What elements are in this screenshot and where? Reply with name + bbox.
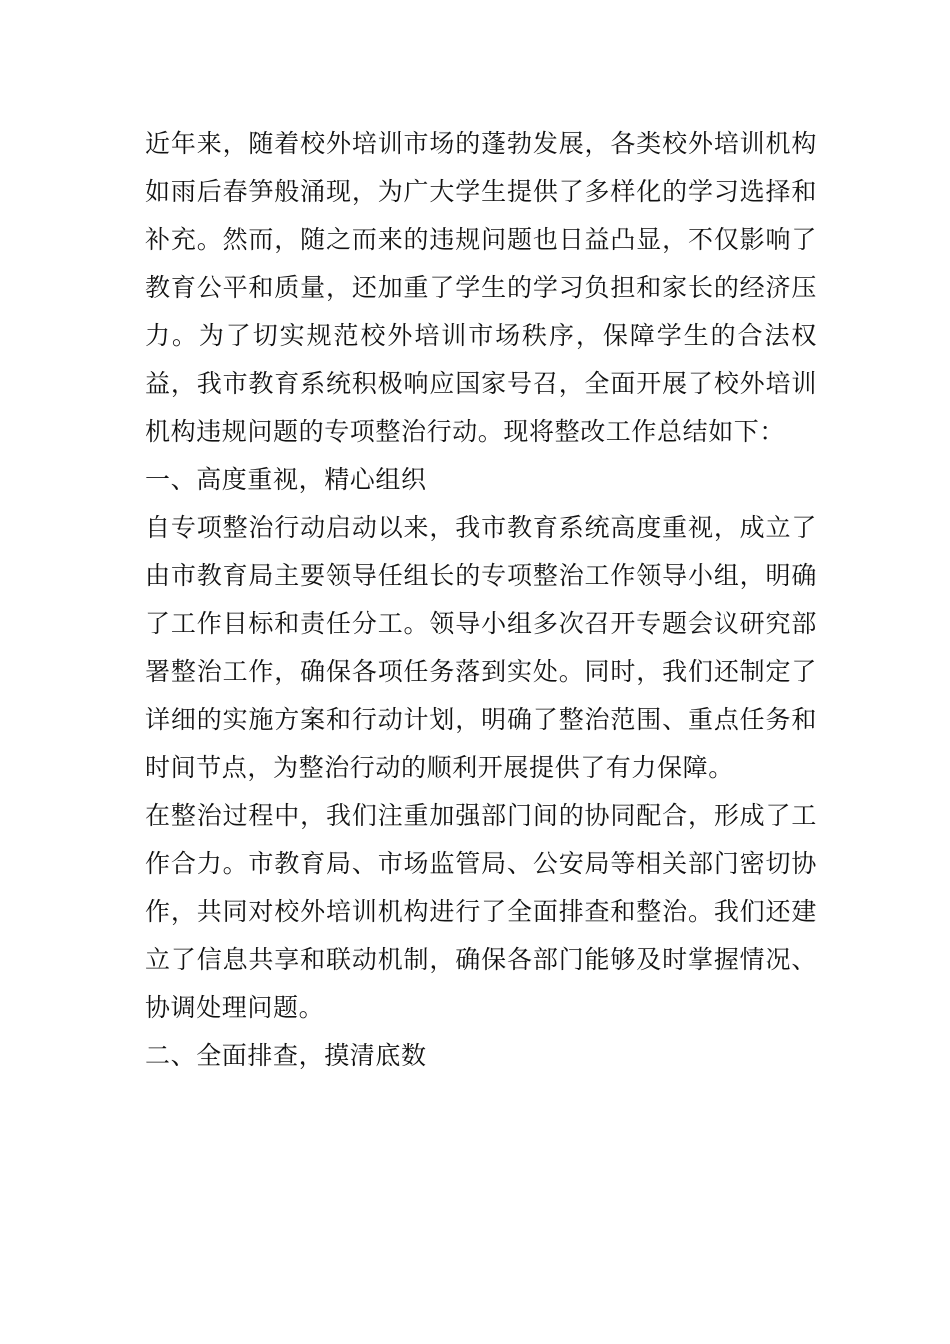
intro-paragraph: 近年来，随着校外培训市场的蓬勃发展，各类校外培训机构如雨后春笋般涌现，为广大学生提供了多样化的学习选择和补充。然而，随之而来的违规问题也日益凸显，不仅影响了教育公平和质量，还加重了学生的学习负担和家长的经济压力。为了切实规范校外培训市场秩序，保障学生的合法权益，我市教育系统积极响应国家号召，全面开展了校外培训机构违规问题的专项整治行动。现将整改工作总结如下： xyxy=(145,129,817,446)
section-heading-1: 一、高度重视，精心组织 xyxy=(145,465,427,494)
document-body xyxy=(145,120,817,1080)
body-paragraph: 在整治过程中，我们注重加强部门间的协同配合，形成了工作合力。市教育局、市场监管局、公安局等相关部门密切协作，共同对校外培训机构进行了全面排查和整治。我们还建立了信息共享和联动机制，确保各部门能够及时掌握情况、协调处理问题。 xyxy=(145,801,817,1022)
body-paragraph: 自专项整治行动启动以来，我市教育系统高度重视，成立了由市教育局主要领导任组长的专项整治工作领导小组，明确了工作目标和责任分工。领导小组多次召开专题会议研究部署整治工作，确保各项任务落到实处。同时，我们还制定了详细的实施方案和行动计划，明确了整治范围、重点任务和时间节点，为整治行动的顺利开展提供了有力保障。 xyxy=(145,513,817,782)
section-heading-2: 二、全面排查，摸清底数 xyxy=(145,1041,427,1070)
